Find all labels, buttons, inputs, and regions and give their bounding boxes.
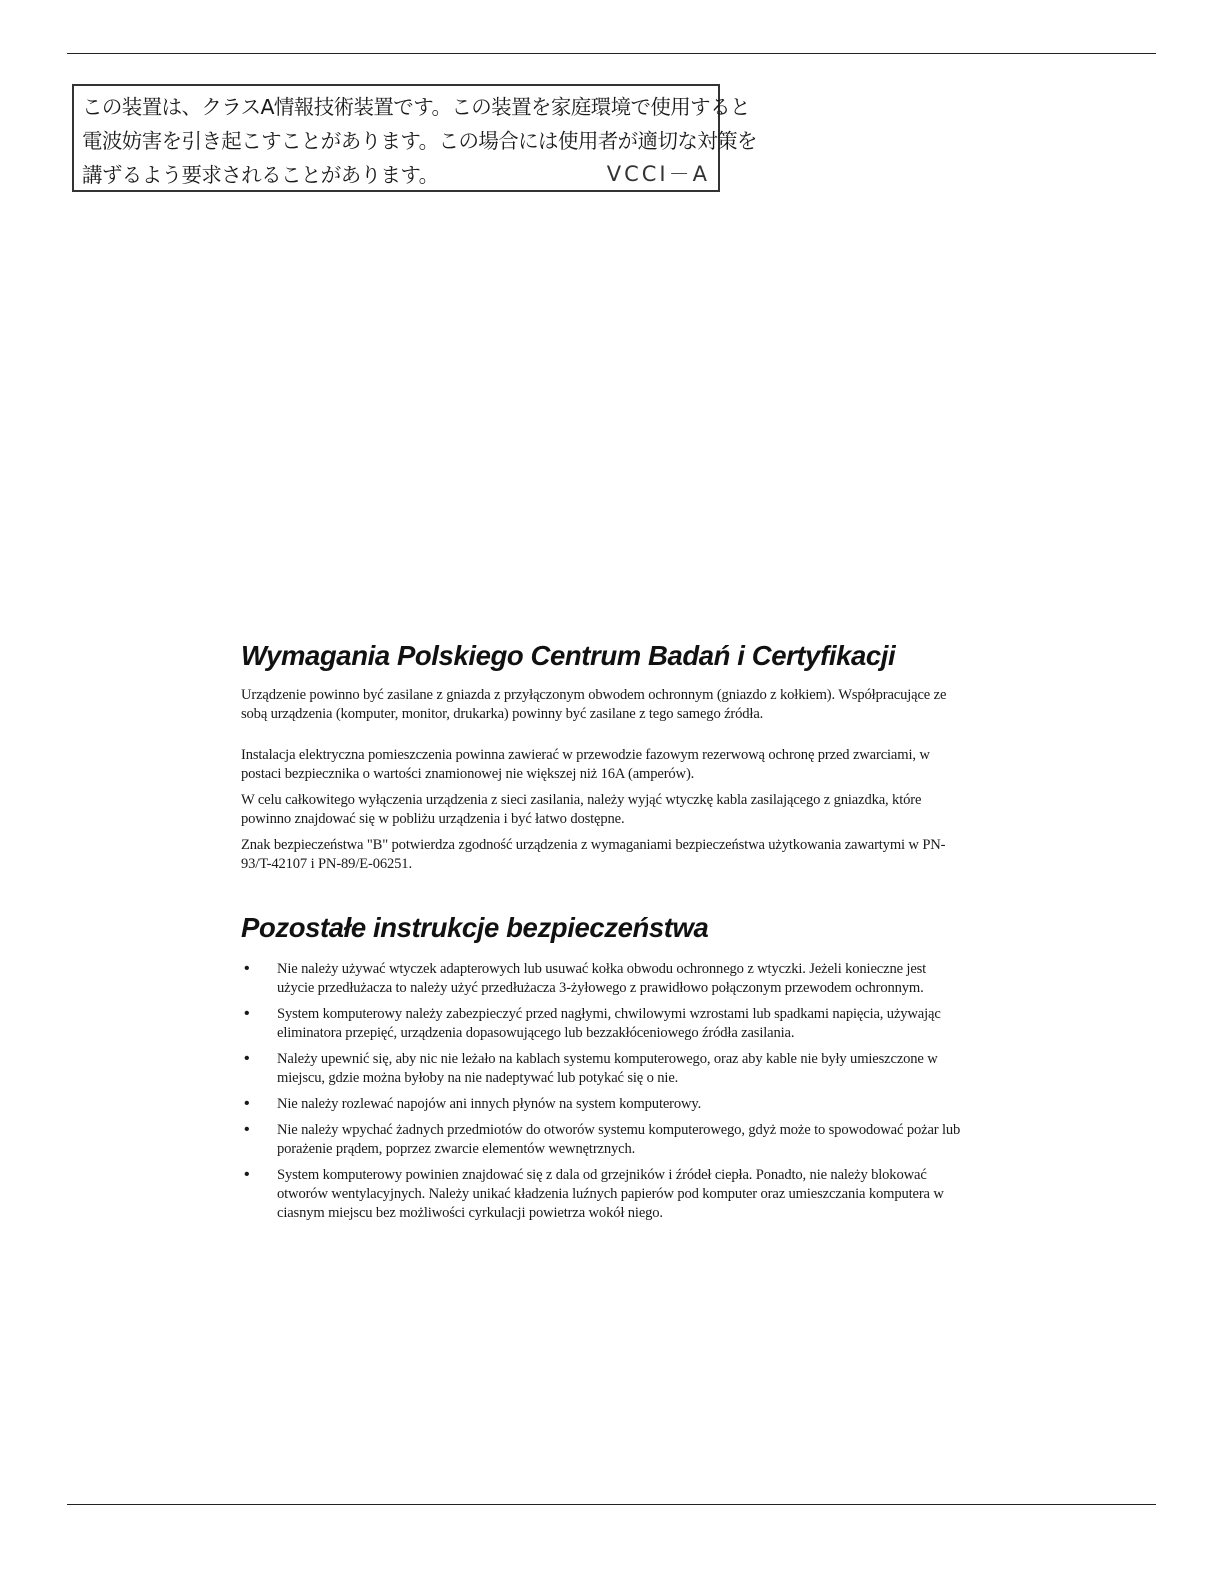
paragraph: Urządzenie powinno być zasilane z gniazda z przyłączonym obwodem ochronnym (gniazdo z kołkiem). Współpracujące ze sobą urządzenia (komputer, monitor, drukarka) powinny być zasilane z tego samego źródła.	[241, 687, 947, 722]
list-item	[241, 960, 966, 998]
paragraph: W celu całkowitego wyłączenia urządzenia z sieci zasilania, należy wyjąć wtyczkę kabla zasilającego z gniazdka, które powinno znajdować się w pobliżu urządzenia i być łatwo dostępne.	[241, 792, 922, 827]
list-item	[241, 1166, 966, 1223]
bullet-icon: •	[244, 1050, 250, 1067]
vcci-class-mark: VCCI－A	[606, 162, 710, 186]
section-title-safety: Pozostałe instrukcje bezpieczeństwa	[241, 912, 709, 943]
list-item-text: Należy upewnić się, aby nic nie leżało na kablach systemu komputerowego, oraz aby kable nie były umieszczone w miejscu, gdzie można byłoby na nie nadeptywać lub potykać się o nie.	[277, 1051, 938, 1086]
vcci-notice-line: 講ずるよう要求されることがあります。	[82, 163, 439, 187]
vcci-notice-line: この装置は、クラスA情報技術装置です。この装置を家庭環境で使用すると	[82, 95, 750, 119]
list-item	[241, 1121, 966, 1159]
bullet-icon: •	[244, 1166, 250, 1183]
header-rule	[67, 53, 1156, 54]
list-item	[241, 1095, 966, 1114]
list-item-text: System komputerowy należy zabezpieczyć przed nagłymi, chwilowymi wzrostami lub spadkami napięcia, używając eliminatora przepięć, urządzenia dopasowującego lub bezzakłóceniowego źródła zasilania.	[277, 1006, 941, 1041]
paragraph: Instalacja elektryczna pomieszczenia powinna zawierać w przewodzie fazowym rezerwową ochronę przed zwarciami, w postaci bezpiecznika o wartości znamionowej nie większej niż 16A (amperów).	[241, 747, 930, 782]
section-title-pcbc: Wymagania Polskiego Centrum Badań i Certyfikacji	[241, 640, 896, 671]
list-item	[241, 1005, 966, 1043]
list-item	[241, 1050, 966, 1088]
vcci-notice-line: 電波妨害を引き起こすことがあります。この場合には使用者が適切な対策を	[82, 129, 757, 153]
footer-rule	[67, 1504, 1156, 1505]
list-item-text: Nie należy wpychać żadnych przedmiotów do otworów systemu komputerowego, gdyż może to spowodować pożar lub porażenie prądem, poprzez zwarcie elementów wewnętrznych.	[277, 1122, 961, 1157]
bullet-icon: •	[244, 1005, 250, 1022]
paragraph: Znak bezpieczeństwa "B" potwierdza zgodność urządzenia z wymaganiami bezpieczeństwa użytkowania zawartymi w PN-93/T-42107 i PN-89/E-06251.	[241, 837, 946, 872]
vcci-notice-box	[72, 84, 757, 192]
bullet-icon: •	[244, 1095, 250, 1112]
bullet-icon: •	[244, 1121, 250, 1138]
list-item-text: Nie należy używać wtyczek adapterowych lub usuwać kołka obwodu ochronnego z wtyczki. Jeżeli konieczne jest użycie przedłużacza to należy użyć przedłużacza 3-żyłowego z prawidłowo połączonym przewodem ochronnym.	[277, 961, 927, 996]
safety-instructions-list	[241, 960, 966, 1230]
list-item-text: System komputerowy powinien znajdować się z dala od grzejników i źródeł ciepła. Ponadto, nie należy blokować otworów wentylacyjnych. Należy unikać kładzenia luźnych papierów pod komputer oraz umieszczania komputera w ciasnym miejscu bez możliwości cyrkulacji powietrza wokół niego.	[277, 1167, 944, 1221]
list-item-text: Nie należy rozlewać napojów ani innych płynów na system komputerowy.	[277, 1096, 702, 1112]
bullet-icon: •	[244, 960, 250, 977]
